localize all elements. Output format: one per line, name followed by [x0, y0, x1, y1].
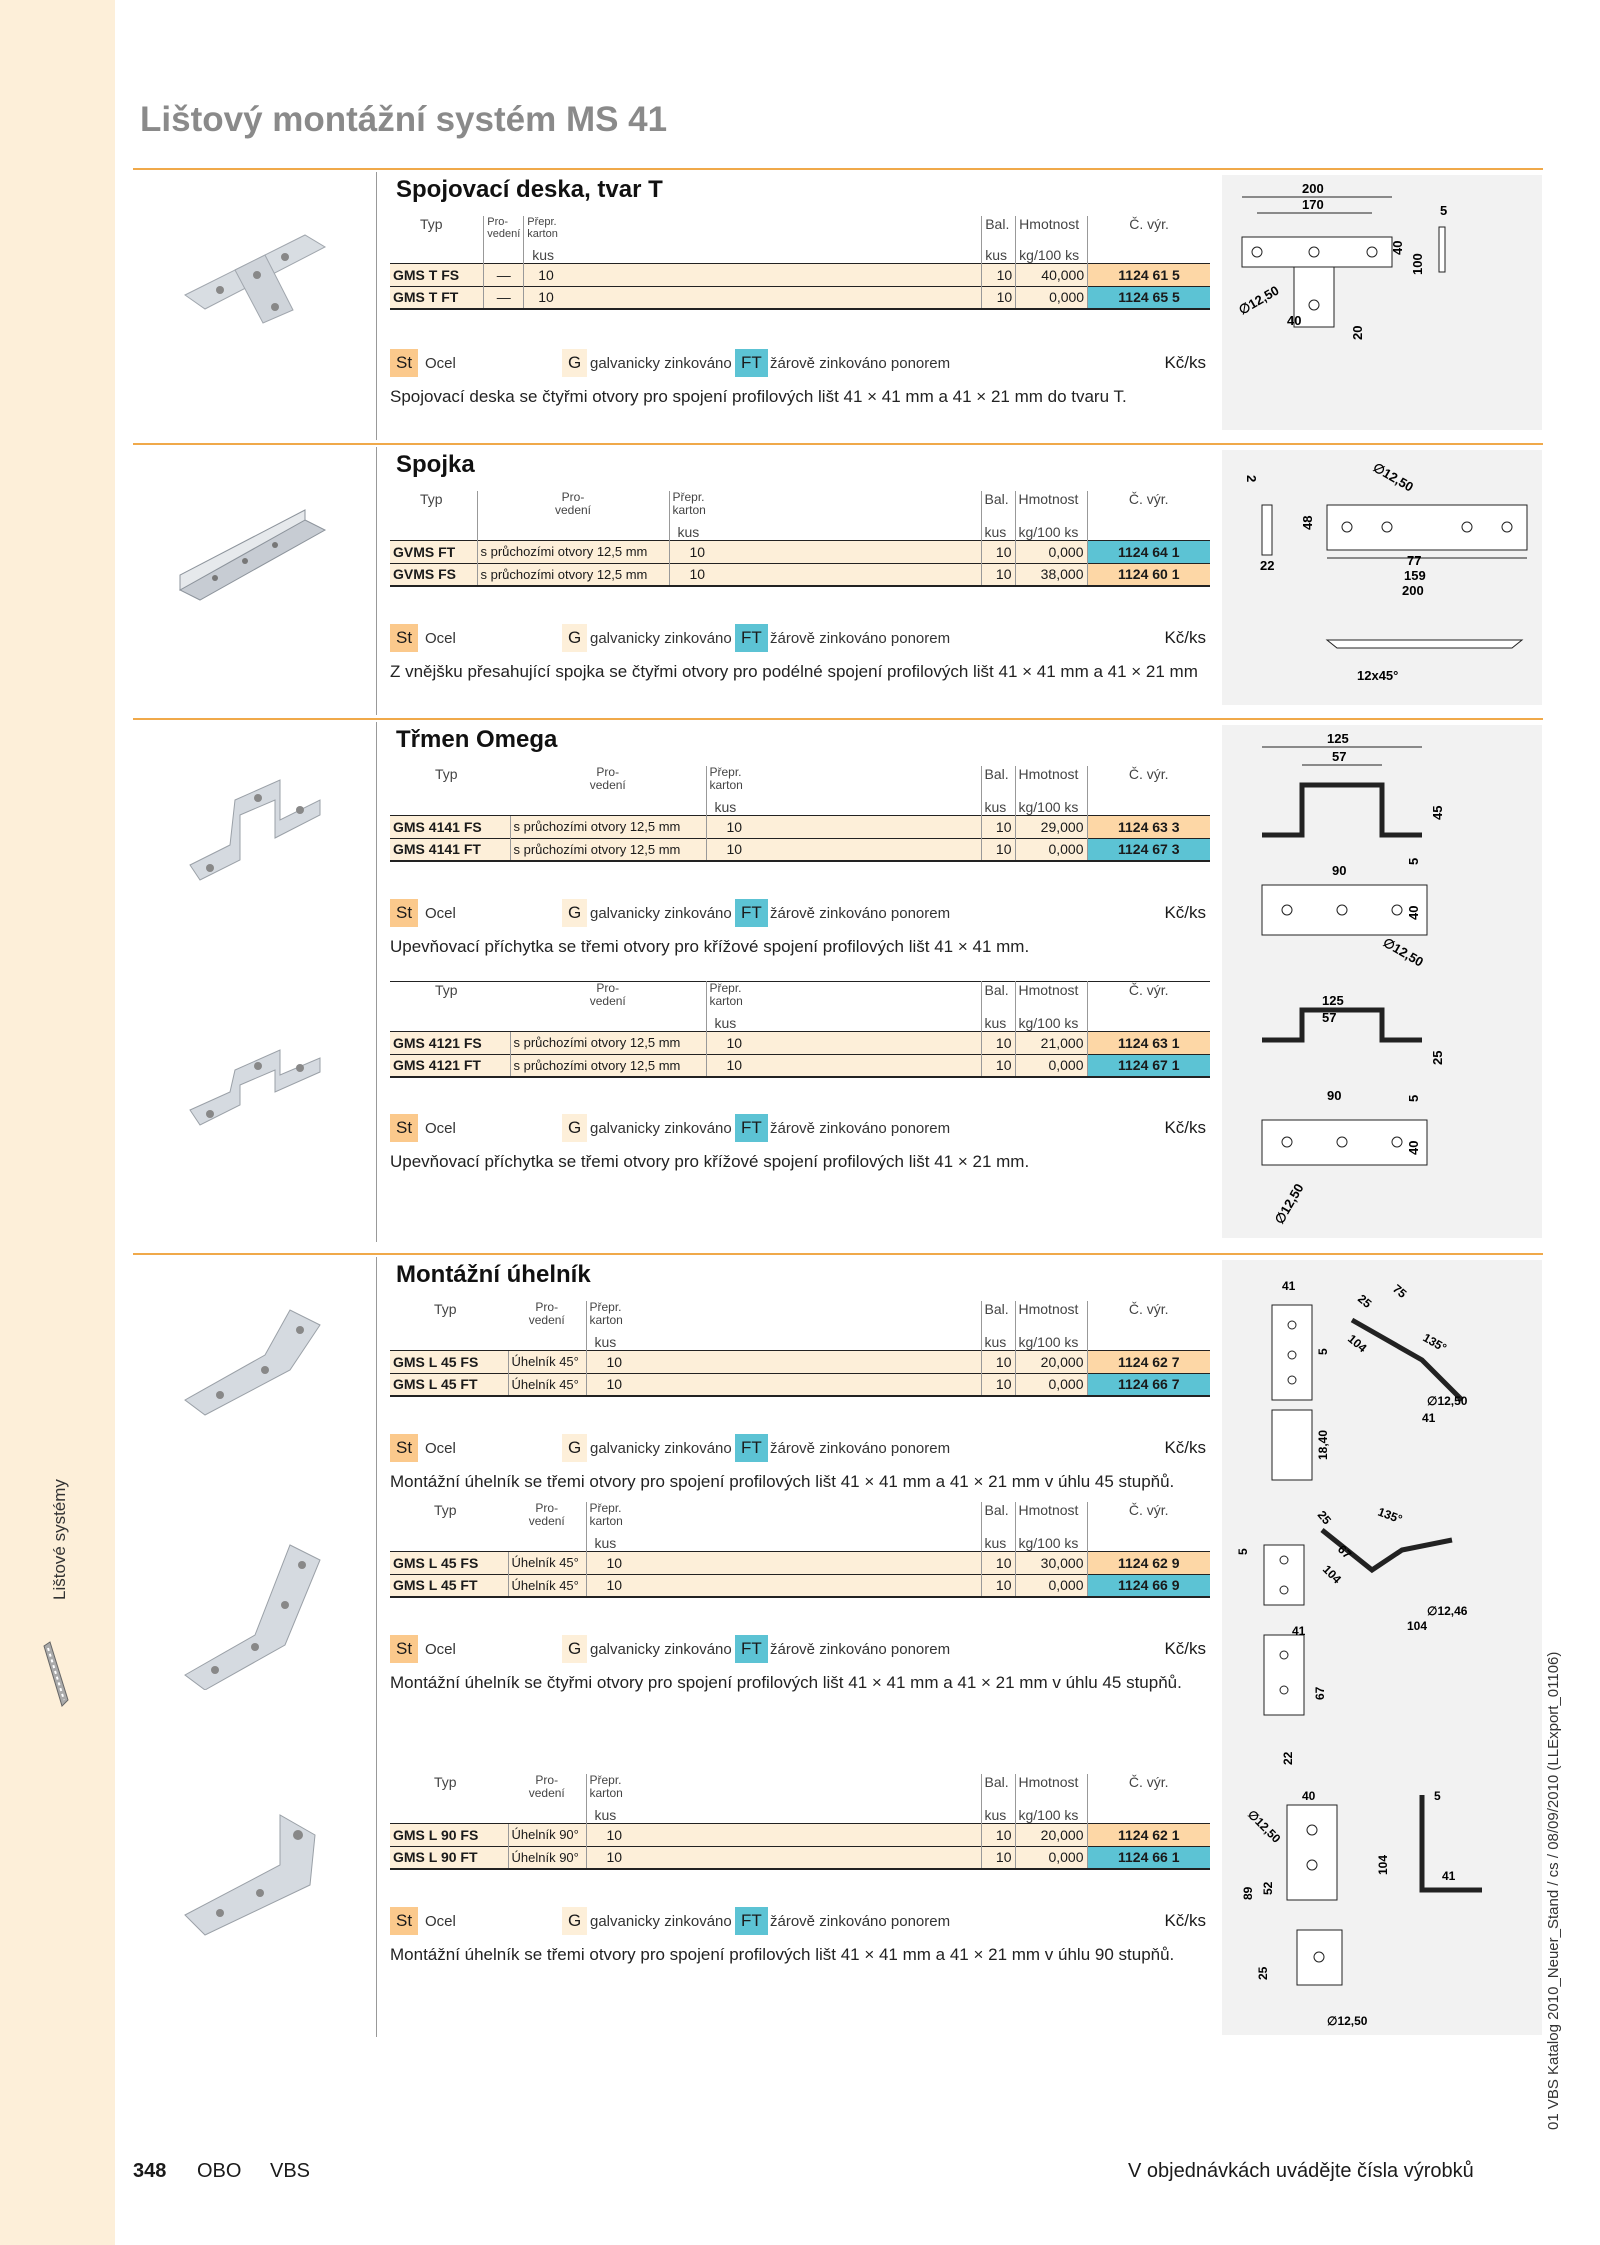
separator [133, 1253, 1543, 1255]
svg-text:125: 125 [1322, 993, 1344, 1008]
hdr-pro: Pro- [596, 981, 620, 995]
divider [376, 1257, 377, 2037]
hdr-bal: Bal. [981, 1301, 1015, 1327]
product-table [390, 216, 1210, 310]
ft-text: žárově zinkováno ponorem [770, 1913, 951, 1930]
svg-text:67: 67 [1313, 1686, 1327, 1700]
separator [133, 718, 1543, 720]
drawing-connector [1222, 450, 1542, 705]
ft-badge: FT [735, 1635, 768, 1663]
svg-text:135°: 135° [1420, 1330, 1450, 1356]
brand-obo: OBO [197, 2160, 242, 2182]
separator [133, 168, 1543, 170]
drawing-angle-45 [1222, 1260, 1542, 1490]
svg-text:57: 57 [1332, 749, 1347, 764]
description: Montážní úhelník se čtyřmi otvory pro spojení profilových lišt 41 × 41 mm a 41 × 21 mm v úhlu 45 stupňů. [390, 1673, 1182, 1692]
hdr-kus: kus [706, 792, 981, 815]
svg-text:89: 89 [1241, 1886, 1255, 1900]
st-text: Ocel [425, 1440, 456, 1457]
svg-text:∅12,50: ∅12,50 [1427, 1394, 1468, 1408]
material-legend [390, 899, 1210, 927]
hdr-vedeni: vedení [554, 503, 592, 517]
hdr-typ: Typ [435, 766, 458, 782]
hdr-prepr: Přepr. [709, 765, 742, 779]
svg-text:20: 20 [1350, 325, 1365, 340]
g-badge: G [562, 1635, 587, 1663]
hdr-kus2: kus [981, 1008, 1015, 1031]
g-badge: G [562, 349, 587, 377]
angle-90-photo [180, 1805, 330, 1945]
svg-text:45: 45 [1430, 805, 1445, 820]
svg-text:135°: 135° [1375, 1504, 1405, 1527]
table-row: GMS L 45 FT Úhelník 45° 10 10 0,000 1124 66 9 [390, 1574, 1210, 1597]
g-text: galvanicky zinkováno [590, 1913, 732, 1930]
st-badge: St [390, 1114, 418, 1142]
st-badge: St [390, 1434, 418, 1462]
price-unit: Kč/ks [1164, 1911, 1206, 1930]
hdr-hmot: Hmotnost [1015, 1301, 1087, 1327]
hdr-hmot: Hmotnost [1015, 1502, 1087, 1528]
g-badge: G [562, 624, 587, 652]
svg-text:12x45°: 12x45° [1357, 668, 1399, 683]
svg-text:40: 40 [1302, 1789, 1316, 1803]
description: Montážní úhelník se třemi otvory pro spojení profilových lišt 41 × 41 mm a 41 × 21 mm v úhlu 45 stupňů. [390, 1472, 1175, 1491]
svg-text:5: 5 [1236, 1548, 1250, 1555]
hdr-karton: karton [672, 503, 706, 517]
left-color-strip [0, 0, 115, 2245]
svg-text:104: 104 [1376, 1854, 1390, 1875]
svg-text:22: 22 [1281, 1751, 1295, 1765]
profile-rail-icon [40, 1640, 70, 1710]
hdr-kus: kus [524, 240, 982, 263]
svg-text:41: 41 [1282, 1279, 1296, 1293]
svg-text:5: 5 [1406, 857, 1421, 865]
hdr-vedeni: vedení [528, 1786, 565, 1800]
table-row: GMS T FT — 10 10 0,000 1124 65 5 [390, 286, 1210, 309]
ft-badge: FT [735, 1114, 768, 1142]
svg-text:41: 41 [1422, 1411, 1436, 1425]
price-unit: Kč/ks [1164, 1118, 1206, 1137]
table-row: GMS L 45 FT Úhelník 45° 10 10 0,000 1124 66 7 [390, 1373, 1210, 1396]
g-badge: G [562, 899, 587, 927]
hdr-kg: kg/100 ks [1015, 792, 1087, 815]
table-row: GMS 4121 FS s průchozími otvory 12,5 mm 10 10 21,000 1124 63 1 [390, 1031, 1210, 1054]
price-unit: Kč/ks [1164, 1639, 1206, 1658]
hdr-karton: karton [589, 1313, 623, 1327]
hdr-karton: karton [709, 778, 743, 792]
st-badge: St [390, 624, 418, 652]
description: Upevňovací příchytka se třemi otvory pro křížové spojení profilových lišt 41 × 21 mm. [390, 1152, 1030, 1171]
hdr-cvyr: Č. výr. [1088, 216, 1210, 240]
hdr-hmot: Hmotnost [1015, 1774, 1087, 1800]
drawing-omega-small [1222, 980, 1542, 1238]
svg-text:104: 104 [1345, 1331, 1370, 1356]
hdr-kg: kg/100 ks [1015, 517, 1087, 540]
drawing-angle-90 [1222, 1780, 1542, 2035]
svg-text:90: 90 [1332, 863, 1347, 878]
separator [133, 443, 1543, 445]
hdr-bal: Bal. [981, 1502, 1015, 1528]
svg-text:77: 77 [1407, 553, 1422, 568]
hdr-bal: Bal. [981, 491, 1015, 517]
svg-text:5: 5 [1440, 203, 1448, 218]
g-text: galvanicky zinkováno [590, 630, 732, 647]
hdr-kus2: kus [981, 1800, 1015, 1823]
description: Spojovací deska se čtyřmi otvory pro spojení profilových lišt 41 × 41 mm a 41 × 21 mm do tvaru T. [390, 387, 1127, 406]
hdr-pro: Pro- [535, 1773, 559, 1787]
hdr-kus: kus [586, 1528, 981, 1551]
hdr-kus2: kus [981, 1528, 1015, 1551]
material-legend [390, 624, 1210, 652]
hdr-typ: Typ [434, 1774, 457, 1790]
drawing-omega [1222, 725, 1542, 980]
hdr-vedeni: vedení [589, 994, 626, 1008]
hdr-vedeni: vedení [589, 778, 626, 792]
divider [376, 172, 377, 440]
table-row: GVMS FT s průchozími otvory 12,5 mm 10 10 0,000 1124 64 1 [390, 540, 1210, 563]
description: Montážní úhelník se třemi otvory pro spojení profilových lišt 41 × 41 mm a 41 × 21 mm v úhlu 90 stupňů. [390, 1945, 1175, 1964]
table-row: GVMS FS s průchozími otvory 12,5 mm 10 10 38,000 1124 60 1 [390, 563, 1210, 586]
hdr-prepr: Přepr. [527, 216, 557, 228]
hdr-bal: Bal. [981, 766, 1015, 792]
table-row: GMS L 90 FS Úhelník 90° 10 10 20,000 1124 62 1 [390, 1823, 1210, 1846]
st-text: Ocel [425, 1641, 456, 1658]
hdr-bal: Bal. [982, 216, 1016, 240]
svg-text:57: 57 [1322, 1010, 1337, 1025]
ft-text: žárově zinkováno ponorem [770, 905, 951, 922]
svg-text:5: 5 [1316, 1348, 1330, 1355]
ft-badge: FT [735, 1907, 768, 1935]
page-title: Lištový montážní systém MS 41 [140, 100, 668, 139]
svg-text:2: 2 [1244, 475, 1259, 483]
hdr-pro: Pro- [487, 216, 509, 228]
svg-text:25: 25 [1314, 1507, 1335, 1528]
divider [376, 447, 377, 715]
svg-text:100: 100 [1410, 253, 1425, 275]
brand-vbs: VBS [270, 2160, 311, 2182]
connector-photo [175, 505, 335, 605]
drawing-t-plate [1222, 175, 1542, 430]
hdr-kg: kg/100 ks [1015, 1008, 1087, 1031]
g-text: galvanicky zinkováno [590, 355, 732, 372]
angle-45-four-hole-photo [180, 1535, 330, 1690]
ft-badge: FT [735, 1434, 768, 1462]
ft-text: žárově zinkováno ponorem [770, 1120, 951, 1137]
hdr-kg: kg/100 ks [1015, 1800, 1087, 1823]
drawing-angle-45-four-hole [1222, 1490, 1542, 1780]
hdr-cvyr: Č. výr. [1087, 1301, 1210, 1327]
product-table [390, 981, 1210, 1078]
divider [376, 722, 377, 1242]
svg-text:125: 125 [1327, 731, 1349, 746]
hdr-karton: karton [589, 1514, 623, 1528]
hdr-kg: kg/100 ks [1015, 1327, 1087, 1350]
svg-text:25: 25 [1430, 1050, 1445, 1065]
svg-text:170: 170 [1302, 197, 1324, 212]
hdr-pro: Pro- [535, 1501, 559, 1515]
hdr-prepr: Přepr. [709, 981, 742, 995]
svg-text:5: 5 [1406, 1094, 1421, 1102]
g-text: galvanicky zinkováno [590, 905, 732, 922]
st-text: Ocel [425, 630, 456, 647]
g-badge: G [562, 1114, 587, 1142]
description: Upevňovací příchytka se třemi otvory pro křížové spojení profilových lišt 41 × 41 mm. [390, 937, 1030, 956]
svg-text:5: 5 [1434, 1789, 1441, 1803]
hdr-pro: Pro- [535, 1300, 559, 1314]
section-title: Spojka [396, 451, 475, 478]
st-text: Ocel [425, 905, 456, 922]
svg-text:25: 25 [1256, 1966, 1270, 1980]
svg-text:∅12,50: ∅12,50 [1327, 2014, 1368, 2028]
product-table [390, 1502, 1210, 1598]
svg-text:75: 75 [1390, 1281, 1410, 1301]
ft-text: žárově zinkováno ponorem [770, 355, 951, 372]
table-row: GMS T FS — 10 10 40,000 1124 61 5 [390, 263, 1210, 286]
table-row: GMS 4141 FT s průchozími otvory 12,5 mm 10 10 0,000 1124 67 3 [390, 838, 1210, 861]
table-row: GMS L 45 FS Úhelník 45° 10 10 30,000 1124 62 9 [390, 1551, 1210, 1574]
g-badge: G [562, 1907, 587, 1935]
svg-text:41: 41 [1442, 1869, 1456, 1883]
material-legend [390, 1114, 1210, 1142]
g-badge: G [562, 1434, 587, 1462]
ft-text: žárově zinkováno ponorem [770, 630, 951, 647]
table-row: GMS L 45 FS Úhelník 45° 10 10 20,000 1124 62 7 [390, 1350, 1210, 1373]
svg-text:22: 22 [1260, 558, 1275, 573]
hdr-kus: kus [669, 517, 981, 540]
hdr-vedeni: vedení [528, 1313, 565, 1327]
hdr-bal: Bal. [981, 1774, 1015, 1800]
svg-text:200: 200 [1302, 181, 1324, 196]
svg-text:200: 200 [1402, 583, 1424, 598]
order-note: V objednávkách uvádějte čísla výrobků [1128, 2160, 1474, 2182]
export-info: 01 VBS Katalog 2010_Neuer_Stand / cs / 08/09/2010 (LLExport_01106) [1545, 1651, 1562, 2130]
price-unit: Kč/ks [1164, 628, 1206, 647]
hdr-karton: karton [589, 1786, 623, 1800]
t-plate-photo [175, 215, 335, 325]
hdr-vedeni: vedení [528, 1514, 565, 1528]
svg-text:40: 40 [1406, 1140, 1421, 1155]
svg-text:67: 67 [1334, 1542, 1355, 1562]
hdr-cvyr: Č. výr. [1087, 766, 1210, 792]
table-row: GMS L 90 FT Úhelník 90° 10 10 0,000 1124 66 1 [390, 1846, 1210, 1869]
hdr-pro: Pro- [561, 490, 585, 504]
hdr-kg: kg/100 ks [1015, 1528, 1087, 1551]
ft-badge: FT [735, 899, 768, 927]
hdr-kus: kus [586, 1800, 981, 1823]
hdr-cvyr: Č. výr. [1087, 1502, 1210, 1528]
hdr-cvyr: Č. výr. [1087, 982, 1210, 1009]
svg-text:18,40: 18,40 [1316, 1429, 1330, 1460]
svg-text:104: 104 [1319, 1562, 1344, 1587]
material-legend [390, 1907, 1210, 1935]
ft-badge: FT [735, 349, 768, 377]
page-number: 348 [133, 2160, 167, 2182]
hdr-karton: karton [709, 994, 743, 1008]
hdr-karton: karton [527, 228, 558, 240]
hdr-kus2: kus [981, 1327, 1015, 1350]
hdr-typ: Typ [434, 1301, 457, 1317]
st-text: Ocel [425, 355, 456, 372]
svg-text:25: 25 [1355, 1291, 1375, 1311]
hdr-kus2: kus [982, 240, 1016, 263]
material-legend [390, 1635, 1210, 1663]
omega-bracket-photo [180, 770, 330, 890]
hdr-kus: kus [706, 1008, 981, 1031]
g-text: galvanicky zinkováno [590, 1440, 732, 1457]
hdr-cvyr: Č. výr. [1087, 1774, 1210, 1800]
hdr-typ: Typ [435, 982, 458, 998]
st-badge: St [390, 899, 418, 927]
description: Z vnějšku přesahující spojka se čtyřmi otvory pro podélné spojení profilových lišt 41 × 41 mm a 41 × 21 mm [390, 662, 1198, 681]
st-badge: St [390, 1635, 418, 1663]
price-unit: Kč/ks [1164, 353, 1206, 372]
hdr-hmot: Hmotnost [1016, 216, 1088, 240]
product-table [390, 491, 1210, 587]
section-title: Třmen Omega [396, 726, 558, 753]
omega-bracket-small-photo [180, 1030, 330, 1130]
material-legend [390, 1434, 1210, 1462]
product-table [390, 1301, 1210, 1397]
svg-text:∅12,50: ∅12,50 [1236, 282, 1282, 318]
svg-text:40: 40 [1390, 240, 1405, 255]
st-badge: St [390, 349, 418, 377]
price-unit: Kč/ks [1164, 1438, 1206, 1457]
svg-text:90: 90 [1327, 1088, 1342, 1103]
hdr-typ: Typ [434, 1502, 457, 1518]
svg-text:∅12,50: ∅12,50 [1271, 1181, 1307, 1227]
hdr-bal: Bal. [981, 982, 1015, 1009]
hdr-pro: Pro- [596, 765, 620, 779]
hdr-prepr: Přepr. [589, 1300, 622, 1314]
st-text: Ocel [425, 1913, 456, 1930]
svg-text:∅12,50: ∅12,50 [1380, 934, 1426, 970]
st-text: Ocel [425, 1120, 456, 1137]
hdr-prepr: Přepr. [589, 1773, 622, 1787]
product-table [390, 1774, 1210, 1870]
svg-text:52: 52 [1261, 1881, 1275, 1895]
ft-badge: FT [735, 624, 768, 652]
svg-text:41: 41 [1292, 1624, 1306, 1638]
g-text: galvanicky zinkováno [590, 1641, 732, 1658]
ft-text: žárově zinkováno ponorem [770, 1440, 951, 1457]
side-label: Lištové systémy [50, 1479, 69, 1600]
svg-text:40: 40 [1406, 905, 1421, 920]
price-unit: Kč/ks [1164, 903, 1206, 922]
svg-text:104: 104 [1407, 1619, 1428, 1633]
angle-45-photo [180, 1300, 330, 1420]
hdr-prepr: Přepr. [672, 490, 705, 504]
svg-text:40: 40 [1287, 313, 1302, 328]
product-table [390, 766, 1210, 862]
svg-text:48: 48 [1300, 515, 1315, 530]
hdr-kus2: kus [981, 792, 1015, 815]
hdr-typ: Typ [420, 216, 443, 232]
hdr-kg: kg/100 ks [1016, 240, 1088, 263]
table-row: GMS 4121 FT s průchozími otvory 12,5 mm 10 10 0,000 1124 67 1 [390, 1054, 1210, 1077]
hdr-prepr: Přepr. [589, 1501, 622, 1515]
hdr-kus2: kus [981, 517, 1015, 540]
section-title: Spojovací deska, tvar T [396, 176, 663, 203]
table-row: GMS 4141 FS s průchozími otvory 12,5 mm 10 10 29,000 1124 63 3 [390, 815, 1210, 838]
svg-text:∅12,50: ∅12,50 [1370, 459, 1416, 495]
section-title: Montážní úhelník [396, 1261, 591, 1288]
g-text: galvanicky zinkováno [590, 1120, 732, 1137]
hdr-hmot: Hmotnost [1015, 491, 1087, 517]
ft-text: žárově zinkováno ponorem [770, 1641, 951, 1658]
hdr-hmot: Hmotnost [1015, 766, 1087, 792]
hdr-hmot: Hmotnost [1015, 982, 1087, 1009]
svg-text:∅12,50: ∅12,50 [1244, 1807, 1284, 1846]
svg-text:∅12,46: ∅12,46 [1427, 1604, 1468, 1618]
hdr-vedeni: vedení [487, 228, 521, 240]
svg-text:159: 159 [1404, 568, 1426, 583]
hdr-typ: Typ [420, 491, 443, 507]
hdr-kus: kus [586, 1327, 981, 1350]
st-badge: St [390, 1907, 418, 1935]
hdr-cvyr: Č. výr. [1087, 491, 1210, 517]
material-legend [390, 349, 1210, 377]
